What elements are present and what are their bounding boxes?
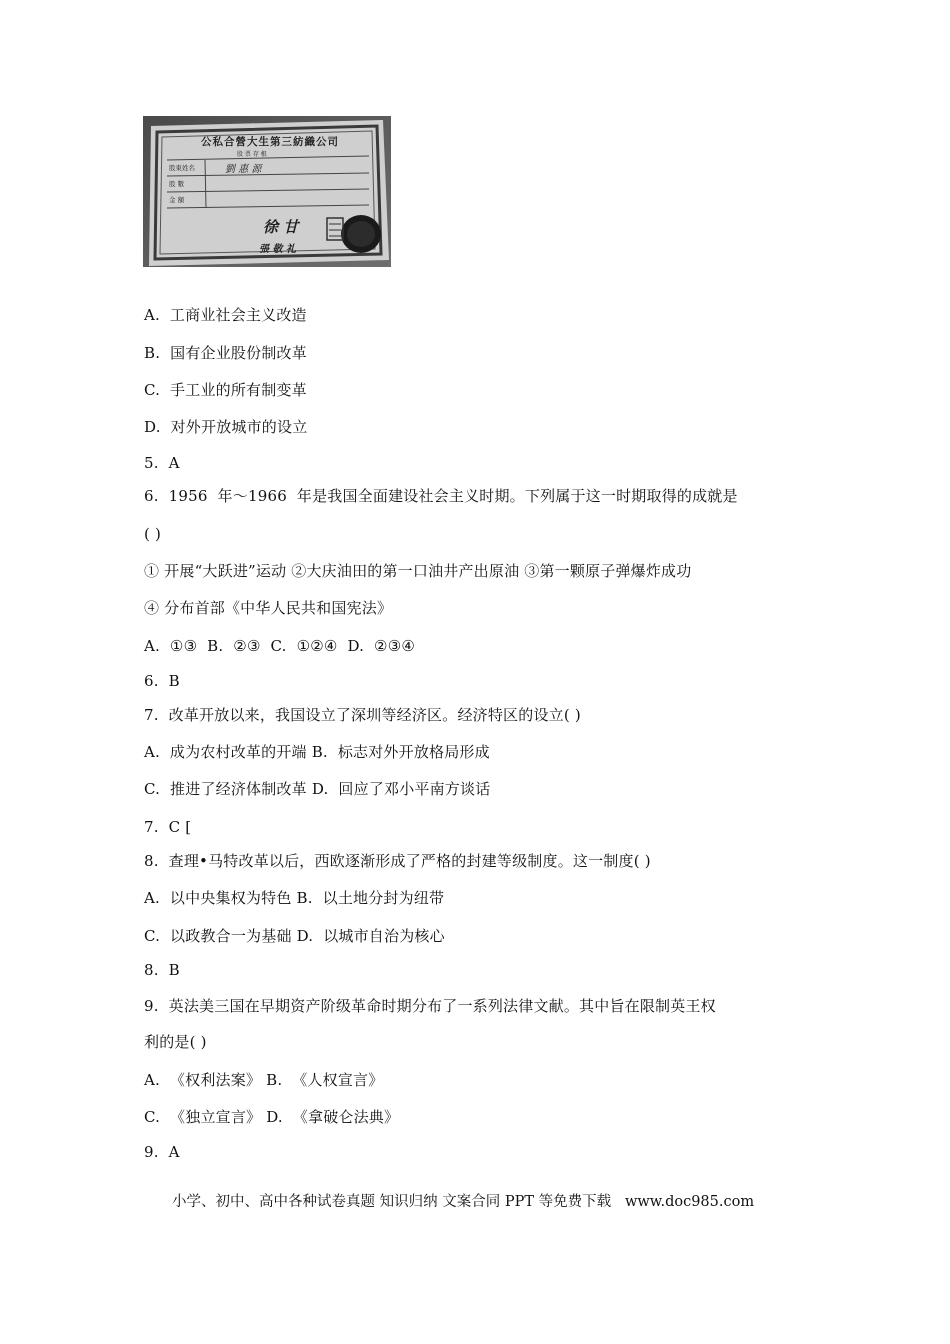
certificate-subtitle: 股 票 存 根	[237, 151, 267, 158]
question-9-options-cd: C. 《独立宣言》 D. 《拿破仑法典》	[144, 1108, 400, 1126]
certificate-name-label: 股東姓名	[169, 164, 195, 172]
answer-9: 9. A	[144, 1143, 180, 1161]
option-b-line: B. 国有企业股份制改革	[144, 344, 307, 362]
question-7-text: 7. 改革开放以来，我国设立了深圳等经济区。经济特区的设立( )	[144, 706, 581, 724]
question-9-options-ab: A. 《权利法案》 B. 《人权宣言》	[144, 1071, 384, 1089]
answer-7: 7. C [	[144, 818, 192, 836]
answer-8: 8. B	[144, 961, 180, 979]
certificate-signature-1: 徐 甘	[263, 218, 299, 236]
question-9-text-2: 利的是( )	[144, 1033, 207, 1051]
question-6-items-2: ④ 分布首部《中华人民共和国宪法》	[144, 599, 393, 617]
certificate-amount-label: 金 額	[169, 196, 185, 204]
page-footer: 小学、初中、高中各种试卷真题 知识归纳 文案合同 PPT 等免费下载 www.doc985.com	[172, 1194, 755, 1210]
question-6-text: 6. 1956 年～1966 年是我国全面建设社会主义时期。下列属于这一时期取得的成就是	[144, 487, 738, 505]
question-9-text-1: 9. 英法美三国在早期资产阶级革命时期分布了一系列法律文献。其中旨在限制英王权	[144, 997, 716, 1015]
question-6-bracket: ( )	[144, 525, 162, 543]
certificate-lettering	[143, 116, 391, 267]
answer-6: 6. B	[144, 672, 180, 690]
question-8-text: 8. 查理•马特改革以后，西欧逐渐形成了严格的封建等级制度。这一制度( )	[144, 852, 651, 870]
question-7-options-ab: A. 成为农村改革的开端 B. 标志对外开放格局形成	[144, 743, 490, 761]
certificate-signature-2: 張 敬 礼	[259, 244, 296, 255]
option-c-line: C. 手工业的所有制变革	[144, 381, 307, 399]
share-certificate-photo	[143, 116, 391, 267]
question-8-options-cd: C. 以政教合一为基础 D. 以城市自治为核心	[144, 927, 445, 945]
option-d-line: D. 对外开放城市的设立	[144, 418, 308, 436]
certificate-holder-name: 劉 惠 源	[225, 164, 262, 175]
question-8-options-ab: A. 以中央集权为特色 B. 以土地分封为纽带	[144, 889, 445, 907]
certificate-company-title: 公私合營大生第三紡織公司	[201, 136, 339, 148]
answer-5: 5. A	[144, 454, 180, 472]
question-7-options-cd: C. 推进了经济体制改革 D. 回应了邓小平南方谈话	[144, 780, 491, 798]
question-6-options: A. ①③ B. ②③ C. ①②④ D. ②③④	[144, 637, 415, 655]
certificate-number-label: 股 數	[169, 180, 185, 188]
option-a-line: A. 工商业社会主义改造	[144, 306, 307, 324]
question-6-items-1: ① 开展“大跃进”运动 ②大庆油田的第一口油井产出原油 ③第一颗原子弹爆炸成功	[144, 562, 692, 580]
